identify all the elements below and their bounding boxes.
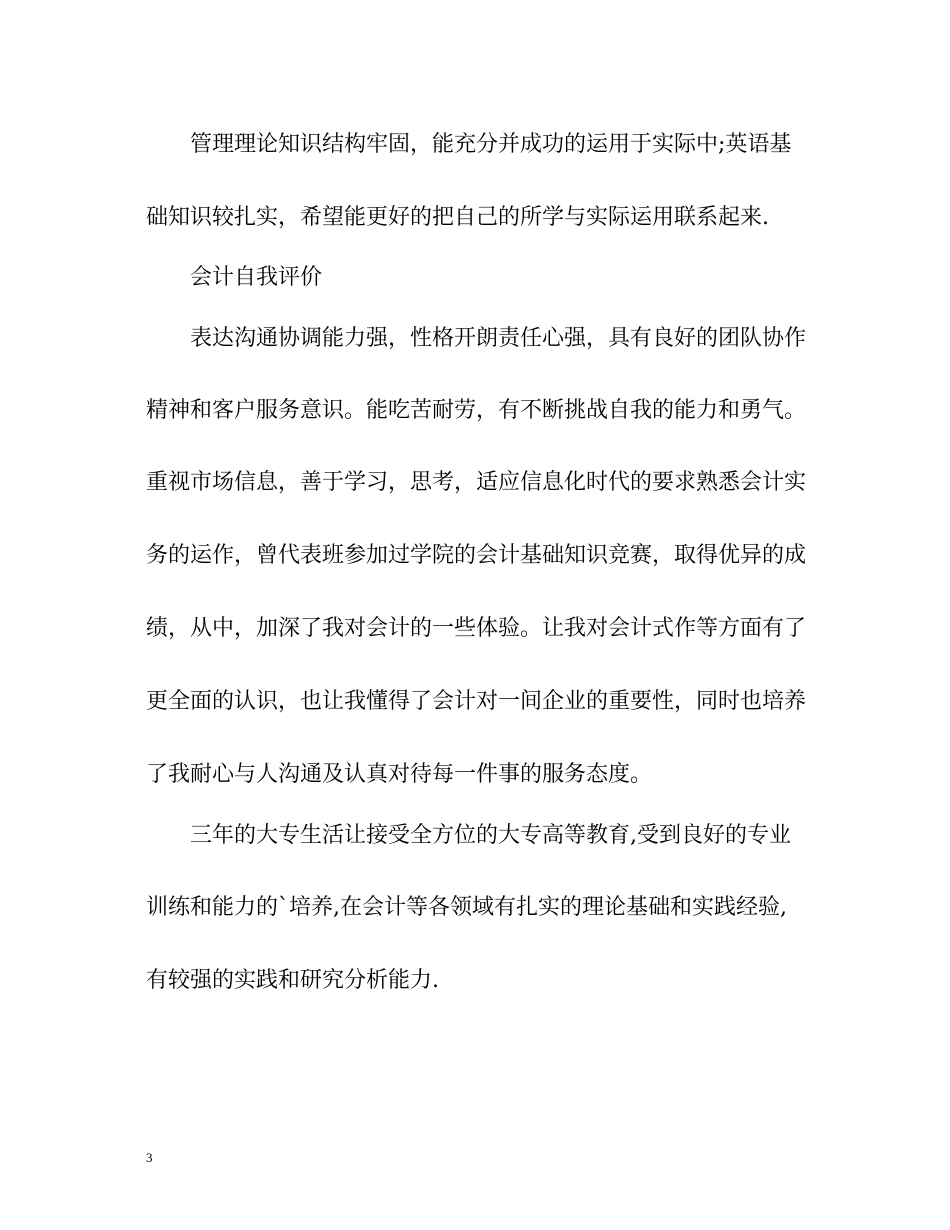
text-line-8: 更全面的认识，也让我懂得了会计对一间企业的重要性，同时也培养	[146, 689, 807, 714]
text-line-9: 了我耐心与人沟通及认真对待每一件事的服务态度。	[146, 762, 653, 787]
text-line-6: 务的运作，曾代表班参加过学院的会计基础知识竞赛，取得优异的成	[146, 543, 807, 568]
section-heading: 会计自我评价	[190, 265, 323, 290]
text-line-10: 三年的大专生活让接受全方位的大专高等教育,受到良好的专业	[190, 823, 791, 848]
text-line-3: 表达沟通协调能力强，性格开朗责任心强，具有良好的团队协作	[190, 326, 807, 351]
text-line-11: 训练和能力的`培养,在会计等各领域有扎实的理论基础和实践经验,	[146, 895, 787, 920]
text-line-5: 重视市场信息，善于学习，思考，适应信息化时代的要求熟悉会计实	[146, 470, 807, 495]
page-number: 3	[146, 1150, 153, 1165]
text-line-2: 础知识较扎实，希望能更好的把自己的所学与实际运用联系起来.	[146, 205, 769, 230]
text-line-1: 管理理论知识结构牢固，能充分并成功的运用于实际中;英语基	[190, 132, 792, 157]
text-line-4: 精神和客户服务意识。能吃苦耐劳，有不断挑战自我的能力和勇气。	[146, 398, 807, 423]
text-line-7: 绩，从中，加深了我对会计的一些体验。让我对会计式作等方面有了	[146, 616, 807, 641]
text-line-12: 有较强的实践和研究分析能力.	[146, 968, 439, 993]
